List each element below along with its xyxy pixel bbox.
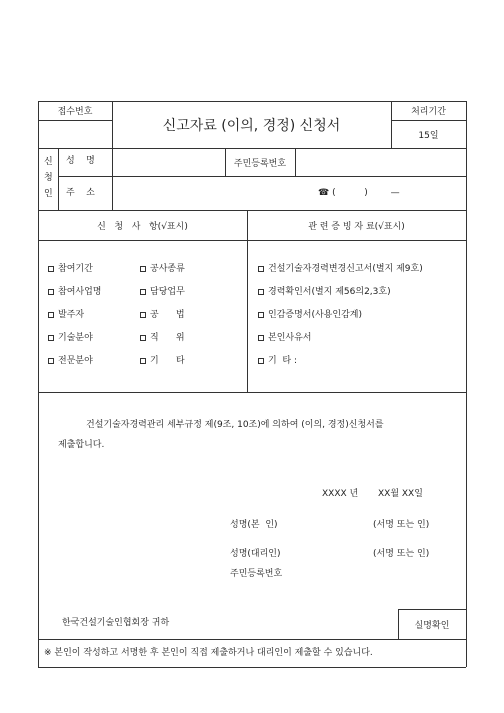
self-name-label: 성명(본 인) <box>230 520 278 530</box>
agent-resident-number-label: 주민등록번호 <box>230 569 283 579</box>
request-section-header: 신 청 사 항(√표시) <box>97 221 188 232</box>
side-label-char: 청 <box>44 173 53 183</box>
agent-signature-field[interactable]: (서명 또는 인) <box>373 549 430 559</box>
phone-field[interactable]: ☎ ( ) — <box>318 188 400 198</box>
recipient-text: 한국건설기술인협회장 귀하 <box>62 618 170 628</box>
request-checkbox-item[interactable]: 기 타 <box>140 357 185 366</box>
evidence-checkbox-item[interactable]: 경력확인서(별지 제56의2,3호) <box>258 288 391 297</box>
date-year[interactable]: XXXX 년 <box>322 489 359 499</box>
checkbox-icon[interactable] <box>140 335 146 341</box>
checklist-bottom-border <box>38 392 466 393</box>
request-checkbox-item[interactable]: 공 법 <box>140 311 185 320</box>
request-checkbox-item[interactable]: 담당업무 <box>140 288 185 297</box>
processing-period-value: 15일 <box>418 130 439 141</box>
receipt-number-label: 접수번호 <box>57 107 93 117</box>
form-title: 신고자료 (이의, 경정) 신청서 <box>162 117 341 134</box>
checkbox-icon[interactable] <box>258 358 264 364</box>
resident-number-field[interactable] <box>296 149 465 175</box>
evidence-checkbox-item[interactable]: 인감증명서(사용인감계) <box>258 311 362 320</box>
statement-line-1: 건설기술자경력관리 세부규정 제(9조, 10조)에 의하여 (이의, 경정)신청서를 <box>86 420 384 430</box>
checkbox-icon[interactable] <box>48 335 54 341</box>
statement-line-2: 제출합니다. <box>58 440 105 450</box>
checkbox-icon[interactable] <box>48 266 54 272</box>
name-label: 성 명 <box>66 156 95 166</box>
address-field[interactable] <box>113 177 313 209</box>
checkbox-icon[interactable] <box>258 335 264 341</box>
request-checkbox-item[interactable]: 참여사업명 <box>48 288 101 297</box>
applicant-side-label <box>38 148 58 210</box>
checkbox-icon[interactable] <box>258 289 264 295</box>
checkbox-icon[interactable] <box>140 266 146 272</box>
resident-number-label: 주민등록번호 <box>233 158 287 169</box>
request-checkbox-item[interactable]: 공사종류 <box>140 265 185 274</box>
footer-note: ※ 본인이 작성하고 서명한 후 본인이 직접 제출하거나 대리인이 제출할 수 있습니다. <box>44 648 373 658</box>
side-label-divider <box>58 148 59 210</box>
recipient-bottom-border <box>38 639 466 640</box>
side-label-char: 인 <box>44 189 53 199</box>
receipt-number-field[interactable] <box>38 120 112 148</box>
evidence-checkbox-item[interactable]: 본인사유서 <box>258 334 311 343</box>
name-field[interactable] <box>113 149 224 175</box>
self-signature-field[interactable]: (서명 또는 인) <box>373 520 430 530</box>
request-checkbox-item[interactable]: 전문분야 <box>48 357 93 366</box>
address-label: 주 소 <box>66 188 95 198</box>
request-checkbox-item[interactable]: 직 위 <box>140 334 185 343</box>
bottom-border <box>38 667 466 668</box>
processing-period-label: 처리기간 <box>411 107 446 117</box>
checkbox-icon[interactable] <box>258 312 264 318</box>
request-checkbox-item[interactable]: 기술분야 <box>48 334 93 343</box>
checkbox-icon[interactable] <box>48 312 54 318</box>
seal-confirm-label: 실명확인 <box>414 620 450 631</box>
checkbox-icon[interactable] <box>258 266 264 272</box>
side-label-char: 신 <box>44 157 53 167</box>
checkbox-icon[interactable] <box>48 358 54 364</box>
request-checkbox-item[interactable]: 발주자 <box>48 311 84 320</box>
evidence-checkbox-item[interactable]: 기 타 : <box>258 357 297 366</box>
request-checkbox-item[interactable]: 참여기간 <box>48 265 93 274</box>
section-header-divider <box>38 240 466 241</box>
agent-name-label: 성명(대리인) <box>230 549 281 559</box>
checkbox-icon[interactable] <box>140 358 146 364</box>
date-month-day[interactable]: XX월 XX일 <box>378 489 423 499</box>
checkbox-icon[interactable] <box>140 289 146 295</box>
right-border <box>466 101 467 667</box>
evidence-checkbox-item[interactable]: 건설기술자경력변경신고서(별지 제9호) <box>258 265 423 274</box>
checkbox-icon[interactable] <box>140 312 146 318</box>
checkbox-icon[interactable] <box>48 289 54 295</box>
evidence-section-header: 관 련 증 빙 자 료(√표시) <box>308 221 405 232</box>
